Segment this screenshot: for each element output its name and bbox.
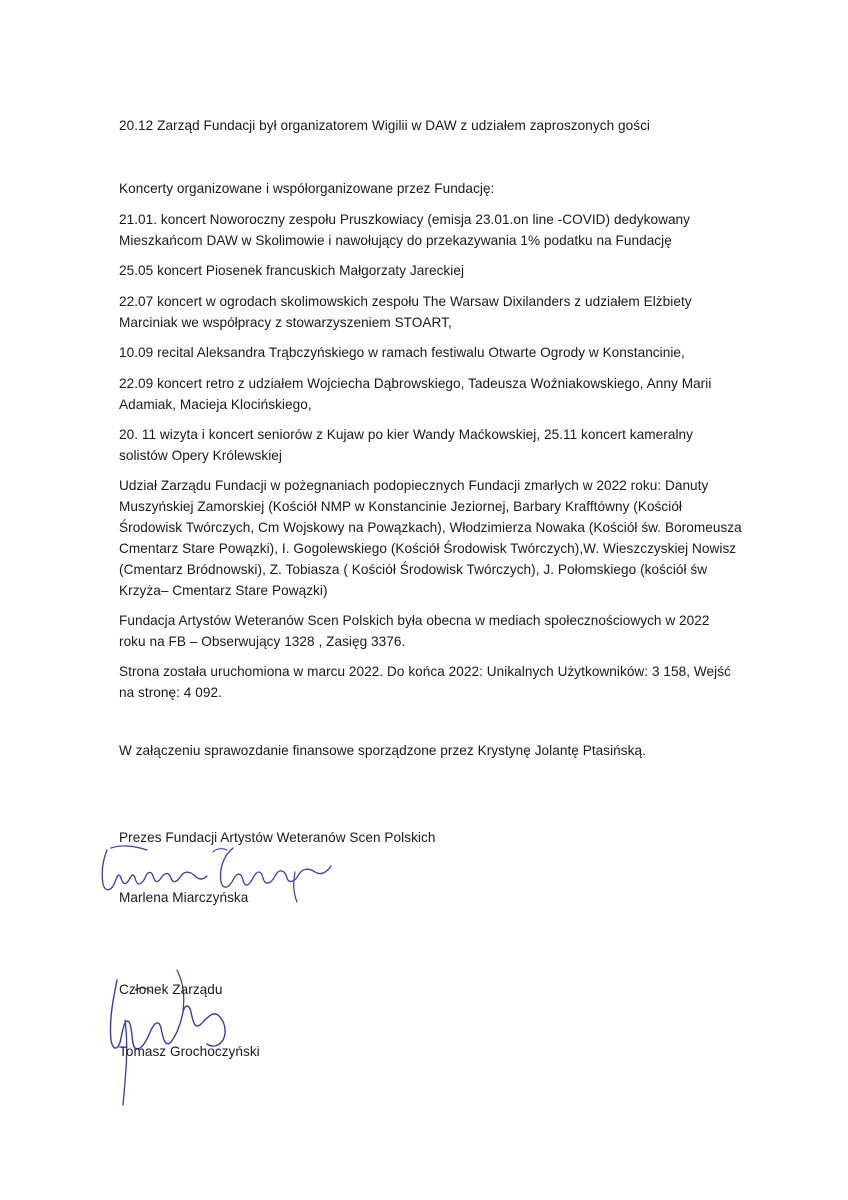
signatory-1-title: Prezes Fundacji Artystów Weteranów Scen Polskich [119, 830, 436, 845]
concert-1-line-1: 21.01. koncert Noworoczny zespołu Pruszkowiacy (emisja 23.01.on line -COVID) dedykowany [119, 212, 691, 227]
concert-2-line-1: 25.05 koncert Piosenek francuskich Małgorzaty Jareckiej [119, 263, 465, 278]
concert-5-line-1: 22.09 koncert retro z udziałem Wojciecha Dąbrowskiego, Tadeusza Woźniakowskiego, Anny Marii [119, 376, 712, 391]
concert-6-line-1: 20. 11 wizyta i koncert seniorów z Kujaw po kier Wandy Maćkowskiej, 25.11 koncert kameralny [119, 427, 693, 442]
funerals-line-4: Cmentarz Stare Powązki), I. Gogolewskiego (Kościół Środowisk Twórczych),W. Wieszczyskiej Nowisz [119, 541, 737, 556]
concert-1-line-2: Mieszkańcom DAW w Skolimowie i nawołujący do przekazywania 1% podatku na Fundację [119, 233, 672, 248]
concert-3-line-1: 22.07 koncert w ogrodach skolimowskich zespołu The Warsaw Dixilanders z udziałem Elżbiety [119, 294, 692, 309]
concerts-heading: Koncerty organizowane i współorganizowane przez Fundację: [119, 181, 495, 196]
signatory-2-name: Tomasz Grochoczyński [119, 1044, 260, 1059]
funerals-line-2: Muszyńskiej Zamorskiej (Kościół NMP w Konstancinie Jeziornej, Barbary Krafftówny (Kościół [119, 499, 683, 514]
concert-5-line-2: Adamiak, Macieja Klocińskiego, [119, 397, 312, 412]
wigilia-paragraph: 20.12 Zarząd Fundacji był organizatorem Wigilii w DAW z udziałem zaproszonych gości [119, 118, 650, 133]
website-line-1: Strona została uruchomiona w marcu 2022. Do końca 2022: Unikalnych Użytkowników: 3 158, Wejść [119, 664, 731, 679]
funerals-line-1: Udział Zarządu Fundacji w pożegnaniach podopiecznych Fundacji zmarłych w 2022 roku: Danuty [119, 478, 709, 493]
social-line-2: roku na FB – Obserwujący 1328 , Zasięg 3376. [119, 634, 406, 649]
funerals-line-3: Środowisk Twórczych, Cm Wojskowy na Powązkach), Włodzimierza Nowaka (Kościół św. Boromeusza [119, 520, 742, 535]
signatory-2-title: Członek Zarządu [119, 982, 223, 997]
signatory-1-name: Marlena Miarczyńska [119, 890, 249, 905]
concert-4-line-1: 10.09 recital Aleksandra Trąbczyńskiego w ramach festiwalu Otwarte Ogrody w Konstancinie, [119, 345, 685, 360]
concert-3-line-2: Marciniak we współpracy z stowarzyszeniem STOART, [119, 315, 452, 330]
website-line-2: na stronę: 4 092. [119, 685, 222, 700]
concert-6-line-2: solistów Opery Królewskiej [119, 448, 282, 463]
funerals-line-6: Krzyża– Cmentarz Stare Powązki) [119, 583, 328, 598]
social-line-1: Fundacja Artystów Weteranów Scen Polskich była obecna w mediach społecznościowych w 2022 [119, 613, 710, 628]
attachment-paragraph: W załączeniu sprawozdanie finansowe sporządzone przez Krystynę Jolantę Ptasińską. [119, 743, 646, 758]
funerals-line-5: (Cmentarz Bródnowski), Z. Tobiasza ( Kościół Środowisk Twórczych), J. Połomskiego (kościół św [119, 562, 708, 577]
